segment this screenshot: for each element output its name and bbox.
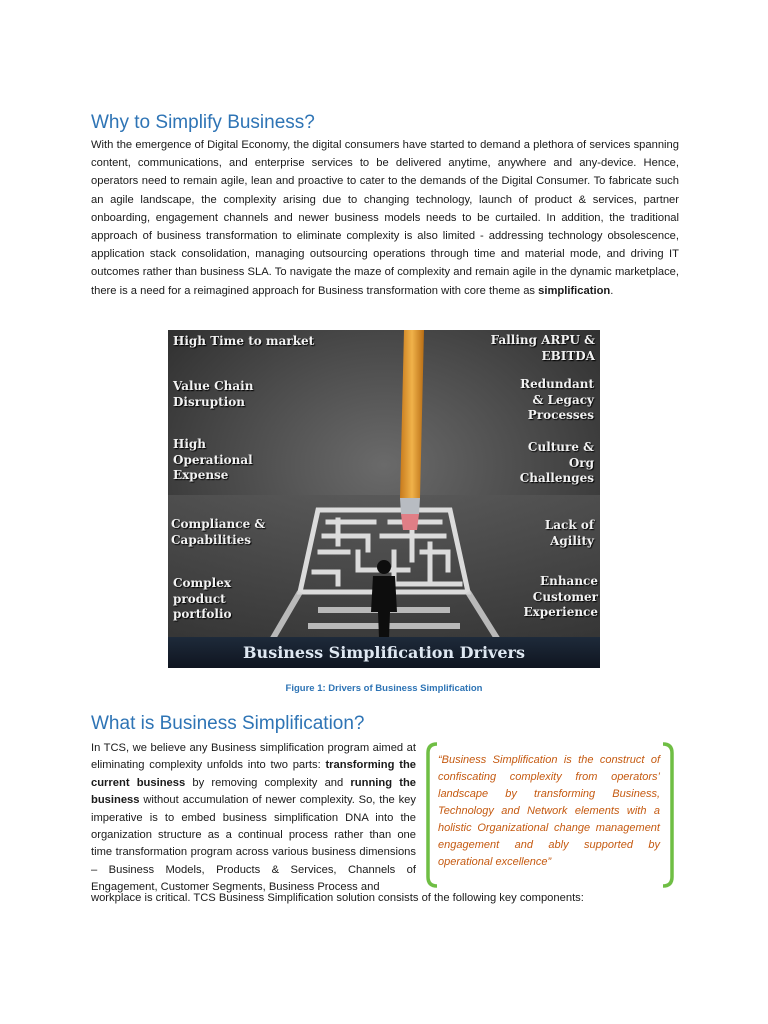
figure-caption: Figure 1: Drivers of Business Simplification — [285, 683, 483, 694]
driver-high-time-to-market: High Time to market — [173, 334, 315, 348]
driver-lack-of-agility: Lack of Agility — [544, 518, 594, 548]
driver-value-chain-disruption: Value Chain Disruption — [173, 379, 254, 409]
p-text-1: In TCS, we believe any Business simplification program aimed at eliminating complexity unfolds into two parts: — [91, 742, 416, 772]
section-heading-why: Why to Simplify Business? — [91, 112, 315, 133]
figure-banner — [168, 637, 600, 668]
pull-quote: “Business Simplification is the construct of confiscating complexity from operators’ landscape by transforming Business, Technology and Network elements with a holistic Organizational change management engagement and ably supported by operational excellence” — [438, 754, 660, 868]
driver-enhance-customer-experience: Enhance Customer Experience — [523, 574, 598, 619]
driver-compliance-capabilities: Compliance & Capabilities — [171, 517, 266, 547]
components-intro-line: workplace is critical. TCS Business Simplification solution consists of the following key components: — [91, 892, 584, 904]
figure-banner-text: Business Simplification Drivers — [243, 643, 525, 662]
intro-period: . — [610, 284, 614, 297]
p-text-3: without accumulation of newer complexity. So, the key imperative is to embed business simplification DNA into the organization structure as a continual process rather than one time transformation program across various business dimensions – Business Models, Products & Services, Channels of Engagement, Customer Segments, Business Process and — [91, 794, 416, 894]
driver-culture-org: Culture & Org Challenges — [519, 440, 594, 485]
driver-redundant-legacy: Redundant & Legacy Processes — [520, 377, 594, 422]
intro-bold-term: simplification — [538, 284, 611, 297]
simplification-paragraph — [91, 740, 416, 897]
driver-high-operational-expense: High Operational Expense — [173, 437, 253, 482]
intro-paragraph — [91, 136, 679, 300]
p-bold-running: running the business — [91, 776, 417, 807]
p-bold-transforming: transforming the current business — [91, 759, 416, 789]
section-heading-what: What is Business Simplification? — [91, 713, 365, 734]
quote-right-bracket — [660, 742, 676, 888]
intro-text: With the emergence of Digital Economy, the digital consumers have started to demand a plethora of services spanning content, communications, and enterprise services to be delivered anytime, anywhere and any-device. Hence, operators need to remain agile, lean and proactive to cater to the demands of the Digital Consumer. To fabricate such an agile landscape, the complexity arising due to changing technology, launch of product & services, partner onboarding, engagement channels and newer business models needs to be curtailed. In addition, the traditional approach of business transformation to eliminate complexity is also limited - addressing technology obsolescence, application stack consolidation, managing outsourcing operations through time and material mode, and driving IT outcomes rather than business SLA. To navigate the maze of complexity and remain agile in the dynamic marketplace, there is a need for a reimagined approach for Business transformation with core theme as — [91, 139, 679, 297]
drivers-figure — [168, 330, 600, 668]
driver-complex-product-portfolio: Complex product portfolio — [173, 576, 232, 621]
driver-falling-arpu: Falling ARPU & EBITDA — [490, 333, 595, 363]
p-text-2: by removing complexity and — [192, 776, 344, 789]
